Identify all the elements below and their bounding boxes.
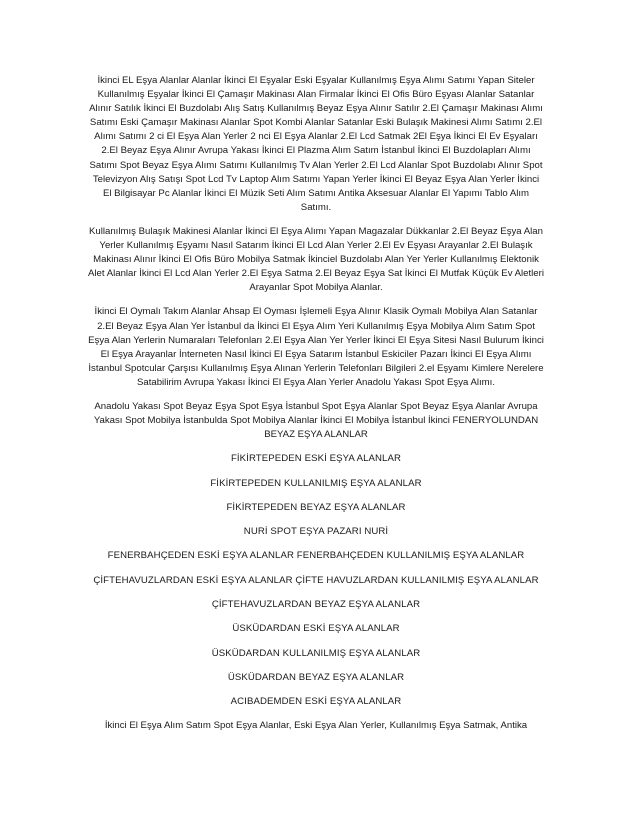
paragraph-carved-furniture: İkinci El Oymalı Takım Alanlar Ahsap El Oyması İşlemeli Eşya Alınır Klasik Oymalı Mobilya Alan Satanlar 2.El Beyaz Eşya Alan Yer İstanbul da İkinci El Eşya Alım Yeri Kullanılmış Eşya Mobilya Alım Satım Spot Eşya Alan Yerlerin Numaraları Telefonları 2.El Eşya Alan Yer Yerler İkinci El Eşya Sitesi Nasıl Bulurum İkinci El Eşya Arayanlar İnterneten Nasıl İkinci El Eşya Satarım İstanbul Eskiciler Pazarı İkinci El Eşya Alımı İstanbul Spotcular Çarşısı Kullanılmış Eşya Alınan Yerlerin Telefonları Bilgileri 2.el Eşyamı Kimlere Nerelere Satabilirim Avrupa Yakası İkinci El Eşya Alan Yerler Anadolu Yakası Spot Eşya Alımı.: [88, 306, 544, 388]
document-page: [88, 74, 544, 733]
heading-fikirtepe-beyaz: FİKİRTEPEDEN BEYAZ EŞYA ALANLAR: [226, 501, 406, 513]
heading-uskudar-beyaz: ÜSKÜDARDAN BEYAZ EŞYA ALANLAR: [227, 671, 405, 683]
paragraph-closing-line: İkinci El Eşya Alım Satım Spot Eşya Alanlar, Eski Eşya Alan Yerler, Kullanılmış Eşya Satmak, Antika: [104, 720, 528, 732]
paragraph-intro: İkinci EL Eşya Alanlar Alanlar İkinci El Eşyalar Eski Eşyalar Kullanılmış Eşya Alımı Satımı Yapan Siteler Kullanılmış Eşyalar İkinci El Çamaşır Makinası Alan Firmalar İkinci El Ofis Büro Eşyası Alanlar Satanlar Alınır Satılık İkinci El Buzdolabı Alış Satış Kullanılmış Beyaz Eşya Alınır Satılır 2.El Çamaşır Makinası Alımı Satımı Eski Çamaşır Makinası Alanlar Spot Kombi Alanlar Satanlar Eski Bulaşık Makinesi Alımı Satımı 2.El Alımı Satımı 2 ci El Eşya Alan Yerler 2 nci El Eşya Alanlar 2.El Lcd Satmak 2El Eşya İkinci El Ev Eşyaları 2.El Beyaz Eşya Alınır Avrupa Yakası İkinci El Plazma Alım Satım İstanbul İkinci El Buzdolapları Alımı Satımı Spot Beyaz Eşya Alımı Satımı Kullanılmış Tv Alan Yerler 2.El Lcd Alanlar Spot Buzdolabı Alınır Spot Televizyon Alış Satışı Spot Lcd Tv Laptop Alım Satımı Yapan Yerler İkinci El Beyaz Eşya Alan Yerler İkinci El Bilgisayar Pc Alanlar İkinci El Müzik Seti Alım Satımı Antika Aksesuar Alanlar El Yapımı Tablo Alım Satımı.: [89, 75, 543, 213]
heading-fikirtepe-eski: FİKİRTEPEDEN ESKİ EŞYA ALANLAR: [230, 453, 402, 465]
heading-uskudar-eski: ÜSKÜDARDAN ESKİ EŞYA ALANLAR: [232, 623, 400, 635]
heading-nuri-spot: NURİ SPOT EŞYA PAZARI NURİ: [243, 526, 389, 538]
heading-uskudar-kullanilmis: ÜSKÜDARDAN KULLANILMIŞ EŞYA ALANLAR: [211, 647, 421, 659]
heading-acibadem-eski: ACIBADEMDEN ESKİ EŞYA ALANLAR: [230, 696, 402, 708]
paragraph-dishwasher: Kullanılmış Bulaşık Makinesi Alanlar İkinci El Eşya Alımı Yapan Magazalar Dükkanlar 2.El Beyaz Eşya Alan Yerler Kullanılmış Eşyamı Nasıl Satarım İkinci El Lcd Alan Yerler 2.El Ev Eşyası Arayanlar 2.El Bulaşık Makinası Alınır İkinci El Ofis Büro Mobilya Satmak İkinciel Buzdolabı Alan Yer Yerler Kullanılmış Elektonik Alet Alanlar İkinci El Lcd Alan Yerler 2.El Eşya Satma 2.El Beyaz Eşya Sat İkinci El Mutfak Küçük Ev Aletleri Arayanlar Spot Mobilya Alanlar.: [88, 225, 544, 294]
heading-ciftehavuzlar: ÇİFTEHAVUZLARDAN ESKİ EŞYA ALANLAR ÇİFTE HAVUZLARDAN KULLANILMIŞ EŞYA ALANLAR: [93, 574, 539, 586]
heading-fikirtepe-kullanilmis: FİKİRTEPEDEN KULLANILMIŞ EŞYA ALANLAR: [210, 477, 422, 489]
paragraph-anadolu: Anadolu Yakası Spot Beyaz Eşya Spot Eşya İstanbul Spot Eşya Alanlar Spot Beyaz Eşya Alanlar Avrupa Yakası Spot Mobilya İstanbulda Spot Mobilya Alanlar İkinci El Mobilya İstanbul İkinci FENERYOLUNDAN BEYAZ EŞYA ALANLAR: [93, 400, 539, 441]
heading-ciftehavuzlar-beyaz: ÇİFTEHAVUZLARDAN BEYAZ EŞYA ALANLAR: [211, 598, 421, 610]
heading-fenerbahce: FENERBAHÇEDEN ESKİ EŞYA ALANLAR FENERBAHÇEDEN KULLANILMIŞ EŞYA ALANLAR: [107, 550, 525, 562]
